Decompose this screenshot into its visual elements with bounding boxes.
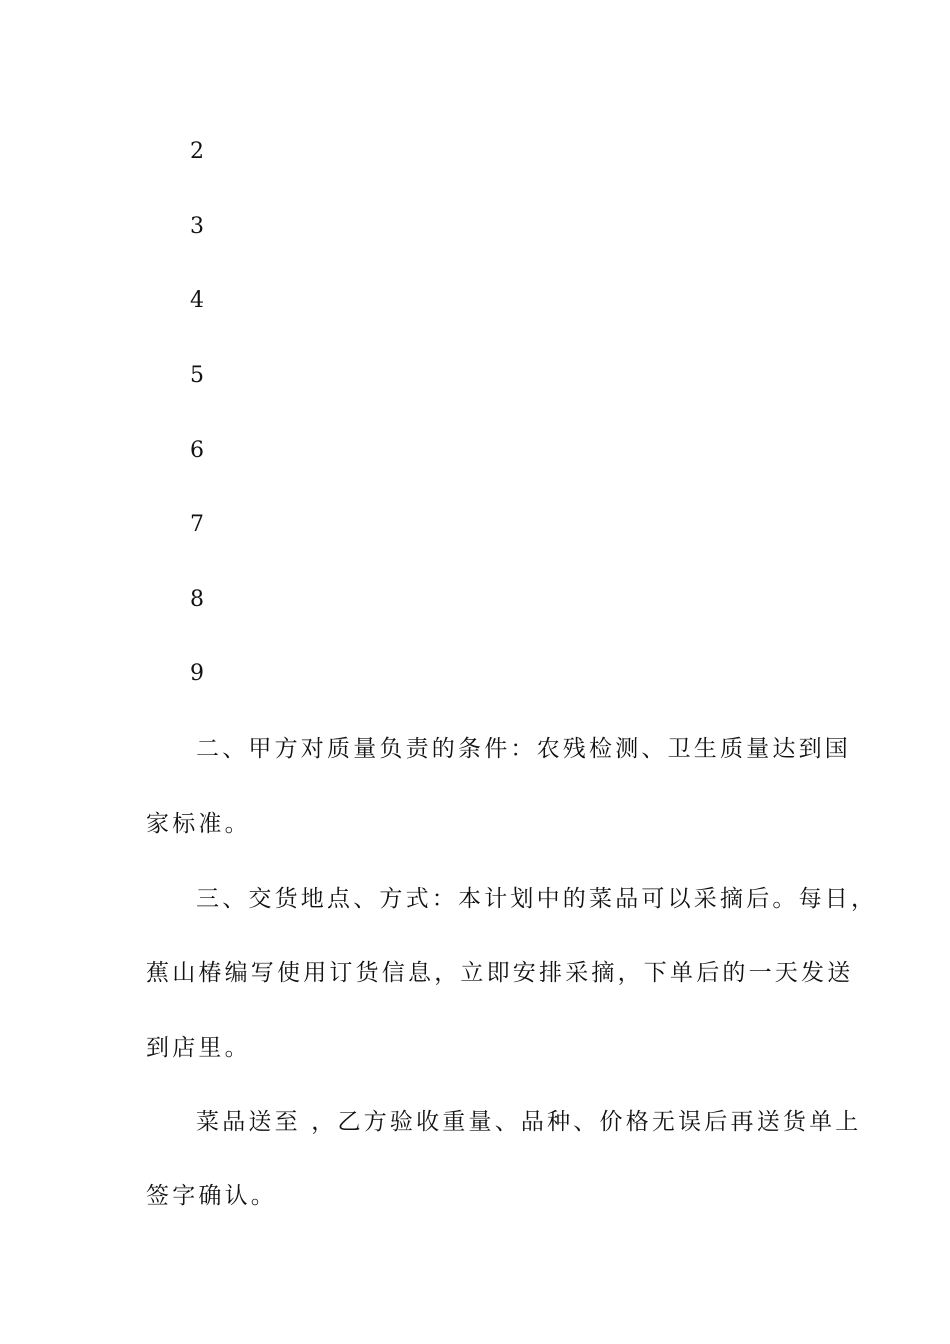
- list-number: 8: [190, 587, 204, 612]
- paragraph-line: 签字确认。: [146, 1183, 277, 1209]
- paragraph-line: 到店里。: [146, 1035, 251, 1061]
- paragraph-line: 菜品送至 ，乙方验收重量、品种、价格无误后再送货单上: [196, 1109, 862, 1135]
- list-number: 6: [190, 438, 204, 463]
- list-number: 7: [190, 512, 204, 537]
- paragraph-line: 蕉山椿编写使用订货信息，立即安排采摘，下单后的一天发送: [146, 960, 854, 986]
- list-number: 2: [190, 139, 204, 164]
- list-number: 4: [190, 288, 204, 313]
- list-number: 5: [190, 363, 204, 388]
- list-number: 9: [190, 661, 204, 686]
- list-number: 3: [190, 214, 204, 239]
- paragraph-line: 二、甲方对质量负责的条件：农残检测、卫生质量达到国: [196, 736, 851, 762]
- paragraph-line: 三、交货地点、方式：本计划中的菜品可以采摘后。每日，: [196, 886, 878, 912]
- paragraph-line: 家标准。: [146, 811, 251, 837]
